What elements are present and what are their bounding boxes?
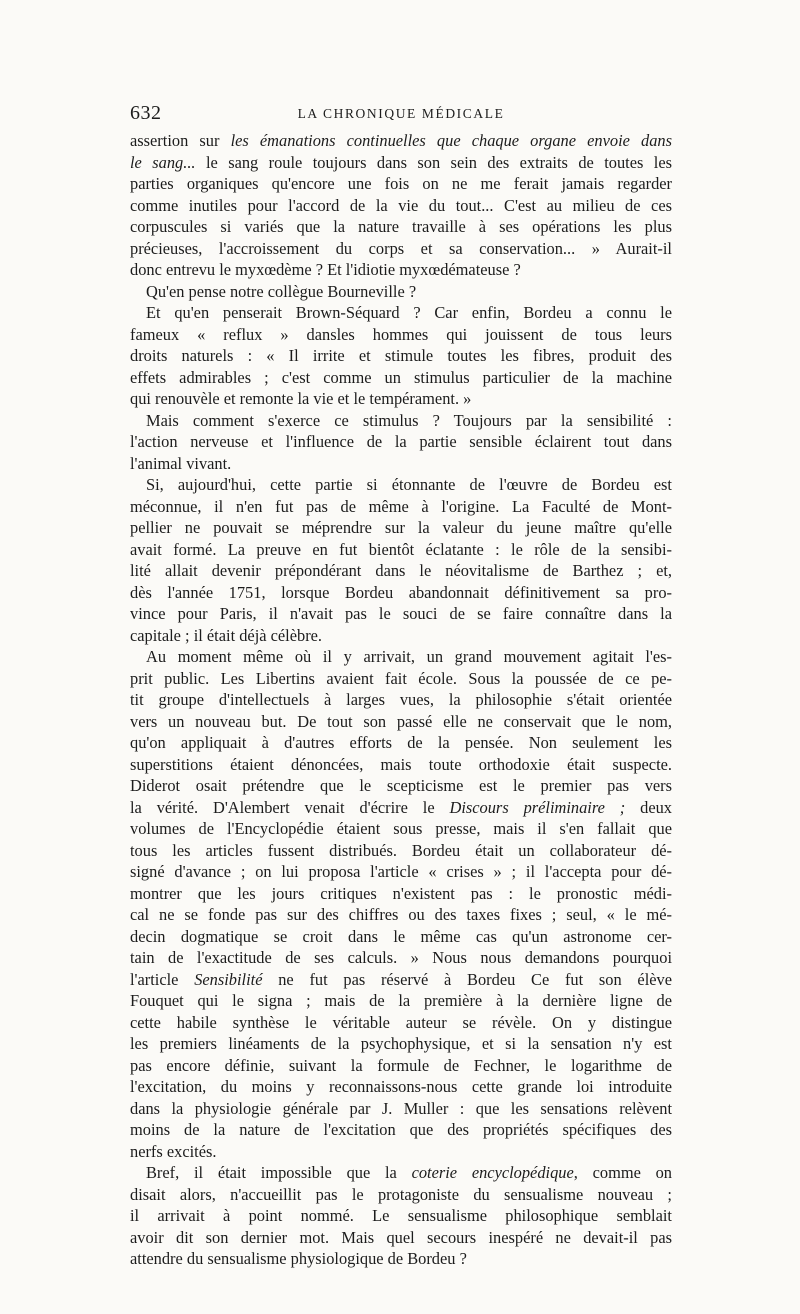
- text-line: [130, 926, 672, 948]
- text-line: [130, 345, 672, 367]
- text-line: [130, 754, 672, 776]
- text-line: [130, 1033, 672, 1055]
- text-line: [130, 732, 672, 754]
- text-line: [130, 259, 672, 281]
- text-line: [130, 1184, 672, 1206]
- text-segment: Qu'en pense notre collègue Bourneville ?: [146, 281, 417, 301]
- text-segment: méconnue, il n'en fut pas de même à l'origine. La Faculté de Mont-: [130, 496, 672, 516]
- text-line: [130, 453, 672, 475]
- text-segment: qui renouvèle et remonte la vie et le tempérament. »: [130, 389, 472, 408]
- text-line: [130, 496, 672, 518]
- text-segment: comme inutiles pour l'accord de la vie du tout... C'est au milieu de ces: [130, 195, 672, 215]
- text-segment: tous les articles fussent distribués. Bordeu était un collaborateur dé-: [130, 840, 672, 860]
- text-line: [130, 560, 672, 582]
- text-segment: effets admirables ; c'est comme un stimulus particulier de la machine: [130, 367, 672, 387]
- text-line: [130, 1248, 672, 1270]
- text-segment: cal ne se fonde pas sur des chiffres ou des taxes fixes ; seul, « le mé-: [130, 905, 672, 924]
- text-line: [130, 775, 672, 797]
- text-segment: Mais comment s'exerce ce stimulus ? Toujours par la sensibilité :: [146, 410, 672, 430]
- text-line: [130, 969, 672, 991]
- italic-text: Discours préliminaire ;: [449, 797, 626, 817]
- text-segment: superstitions étaient dénoncées, mais toute orthodoxie était suspecte.: [130, 754, 672, 774]
- text-segment: ne fut pas réservé à Bordeu Ce fut son élève: [262, 969, 672, 989]
- text-line: [130, 1076, 672, 1098]
- text-segment: disait alors, n'accueillit pas le protagoniste du sensualisme nouveau ;: [130, 1184, 672, 1204]
- text-line: [130, 904, 672, 926]
- text-segment: qu'on appliquait à d'autres efforts de la pensée. Non seulement les: [130, 733, 672, 752]
- text-line: [130, 324, 672, 346]
- text-segment: tit groupe d'intellectuels à larges vues, la philosophie s'était orientée: [130, 690, 672, 709]
- text-line: [130, 1227, 672, 1249]
- text-line: [130, 947, 672, 969]
- text-segment: droits naturels : « Il irrite et stimule toutes les fibres, produit des: [130, 346, 672, 365]
- text-line: [130, 797, 672, 819]
- text-segment: nerfs excités.: [130, 1141, 217, 1161]
- text-line: [130, 431, 672, 453]
- text-segment: Au moment même où il y arrivait, un grand mouvement agitait l'es-: [146, 647, 672, 666]
- text-line: [130, 1055, 672, 1077]
- text-segment: l'article: [130, 969, 195, 989]
- text-segment: l'animal vivant.: [130, 453, 232, 473]
- text-line: [130, 195, 672, 217]
- text-line: [130, 1012, 672, 1034]
- text-segment: avoir dit son dernier mot. Mais quel secours inespéré ne devait-il pas: [130, 1227, 672, 1247]
- text-line: [130, 1162, 672, 1184]
- text-segment: signé d'avance ; on lui proposa l'article « crises » ; il l'accepta pour dé-: [130, 862, 672, 881]
- text-line: [130, 1119, 672, 1141]
- text-line: [130, 861, 672, 883]
- text-line: [130, 625, 672, 647]
- italic-text: Sensibilité: [194, 969, 263, 989]
- text-line: [130, 281, 672, 303]
- text-line: [130, 517, 672, 539]
- text-segment: le sang roule toujours dans son sein des extraits de toutes les: [195, 152, 672, 172]
- text-segment: lité allait devenir prépondérant dans le néovitalisme de Barthez ; et,: [130, 561, 672, 580]
- page-header: [130, 102, 672, 132]
- text-segment: les premiers linéaments de la psychophysique, et si la sensation n'y est: [130, 1034, 672, 1053]
- running-title: LA CHRONIQUE MÉDICALE: [297, 106, 505, 121]
- text-line: [130, 410, 672, 432]
- text-segment: avait formé. La preuve en fut bientôt éclatante : le rôle de la sensibi-: [130, 539, 672, 559]
- text-line: [130, 668, 672, 690]
- text-line: [130, 152, 672, 174]
- body-text: [130, 130, 672, 1270]
- text-segment: Et qu'en penserait Brown-Séquard ? Car enfin, Bordeu a connu le: [146, 303, 672, 322]
- text-segment: donc entrevu le myxœdème ? Et l'idiotie myxœdémateuse ?: [130, 260, 521, 279]
- text-segment: cette habile synthèse le véritable auteur se révèle. On y distingue: [130, 1012, 672, 1032]
- text-line: [130, 603, 672, 625]
- text-segment: decin dogmatique se croit dans le même cas qu'un astronome cer-: [130, 926, 672, 946]
- text-segment: Fouquet qui le signa ; mais de la première à la dernière ligne de: [130, 991, 672, 1010]
- text-segment: dès l'année 1751, lorsque Bordeu abandonnait définitivement sa pro-: [130, 582, 672, 602]
- text-segment: vers un nouveau but. De tout son passé elle ne conservait que le nom,: [130, 711, 672, 731]
- text-segment: , comme on: [573, 1163, 672, 1182]
- text-segment: volumes de l'Encyclopédie étaient sous presse, mais il s'en fallait que: [130, 819, 672, 838]
- text-line: [130, 1098, 672, 1120]
- text-segment: pas encore définie, suivant la formule de Fechner, le logarithme de: [130, 1055, 672, 1075]
- text-segment: deux: [625, 797, 672, 817]
- text-segment: Bref, il était impossible que la: [146, 1163, 412, 1182]
- text-segment: pellier ne pouvait se méprendre sur la valeur du jeune maître qu'elle: [130, 518, 672, 537]
- text-line: [130, 216, 672, 238]
- text-segment: l'action nerveuse et l'influence de la partie sensible éclairent tout dans: [130, 432, 672, 451]
- text-line: [130, 990, 672, 1012]
- text-line: [130, 582, 672, 604]
- text-segment: précieuses, l'accroissement du corps et sa conservation... » Aurait-il: [130, 238, 672, 258]
- text-line: [130, 388, 672, 410]
- text-segment: prit public. Les Libertins avaient fait école. Sous la poussée de ce pe-: [130, 668, 672, 688]
- text-segment: l'excitation, du moins y reconnaissons-nous cette grande loi introduite: [130, 1077, 672, 1096]
- text-line: [130, 711, 672, 733]
- page-number: 632: [130, 102, 162, 124]
- text-segment: dans la physiologie générale par J. Muller : que les sensations relèvent: [130, 1098, 672, 1118]
- text-segment: fameux « reflux » dansles hommes qui jouissent de tous leurs: [130, 324, 672, 344]
- text-segment: moins de la nature de l'excitation que des propriétés spécifiques des: [130, 1120, 672, 1139]
- text-line: [130, 130, 672, 152]
- text-segment: parties organiques qu'encore une fois on ne me ferait jamais regarder: [130, 174, 672, 193]
- italic-text: les émanations continuelles que chaque organe envoie dans: [230, 131, 672, 150]
- text-line: [130, 474, 672, 496]
- text-segment: capitale ; il était déjà célèbre.: [130, 625, 323, 645]
- text-segment: Diderot osait prétendre que le scepticisme est le premier pas vers: [130, 776, 672, 795]
- text-line: [130, 1205, 672, 1227]
- text-segment: attendre du sensualisme physiologique de Bordeu ?: [130, 1249, 467, 1268]
- text-line: [130, 367, 672, 389]
- text-segment: corpuscules si variés que la nature travaille à ses opérations les plus: [130, 217, 672, 236]
- text-line: [130, 818, 672, 840]
- italic-text: coterie encyclopédique: [411, 1163, 574, 1182]
- italic-text: le sang...: [130, 152, 196, 172]
- text-line: [130, 646, 672, 668]
- text-segment: assertion sur: [130, 131, 231, 150]
- text-segment: Si, aujourd'hui, cette partie si étonnante de l'œuvre de Bordeu est: [146, 475, 672, 494]
- text-segment: la vérité. D'Alembert venait d'écrire le: [130, 797, 450, 817]
- text-line: [130, 883, 672, 905]
- text-line: [130, 238, 672, 260]
- text-line: [130, 689, 672, 711]
- text-segment: montrer que les jours critiques n'existent pas : le pronostic médi-: [130, 883, 672, 903]
- text-line: [130, 840, 672, 862]
- text-line: [130, 539, 672, 561]
- text-line: [130, 1141, 672, 1163]
- text-line: [130, 302, 672, 324]
- text-segment: tain de l'exactitude de ses calculs. » Nous nous demandons pourquoi: [130, 948, 672, 967]
- text-segment: il arrivait à point nommé. Le sensualisme philosophique semblait: [130, 1206, 672, 1225]
- text-line: [130, 173, 672, 195]
- text-segment: vince pour Paris, il n'avait pas le souci de se faire connaître dans la: [130, 604, 672, 623]
